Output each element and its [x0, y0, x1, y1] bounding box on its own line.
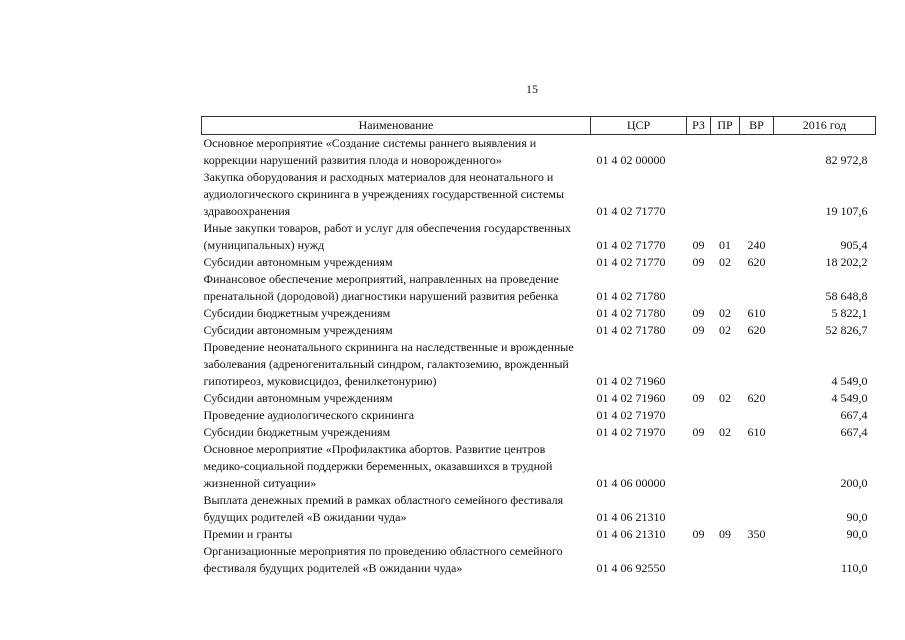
- table-row: [202, 254, 876, 271]
- table-row: [202, 492, 876, 526]
- table-row: [202, 305, 876, 322]
- row-vr: [740, 135, 774, 170]
- row-pr: 02: [719, 323, 731, 337]
- table-row: [202, 169, 876, 220]
- row-pr: [711, 543, 740, 577]
- row-vr: [740, 407, 774, 424]
- header-name: Наименование: [202, 117, 591, 135]
- row-vr: 610: [747, 306, 766, 320]
- row-vr: [740, 169, 774, 220]
- header-year: 2016 год: [774, 117, 876, 135]
- row-vr: 620: [747, 255, 766, 269]
- row-rz: 09: [692, 527, 705, 541]
- row-pr: [711, 407, 740, 424]
- budget-table: [201, 116, 876, 577]
- row-amount: 5 822,1: [831, 306, 868, 320]
- row-csr: 01 4 02 00000: [596, 153, 666, 167]
- row-name: Финансовое обеспечение мероприятий, направленных на проведение пренатальной (дородовой) диагностики нарушений развития ребенка: [203, 272, 559, 303]
- row-name: Субсидии автономным учреждениям: [203, 255, 393, 269]
- row-pr: 02: [719, 425, 731, 439]
- row-csr: 01 4 06 21310: [596, 510, 666, 524]
- row-pr: 02: [719, 306, 731, 320]
- row-rz: 09: [692, 238, 705, 252]
- row-amount: 200,0: [840, 476, 868, 490]
- row-amount: 18 202,2: [825, 255, 868, 269]
- row-amount: 19 107,6: [825, 204, 868, 218]
- row-amount: 4 549,0: [831, 391, 868, 405]
- row-csr: 01 4 02 71770: [596, 255, 666, 269]
- row-pr: [711, 135, 740, 170]
- row-amount: 90,0: [846, 527, 868, 541]
- row-pr: [711, 441, 740, 492]
- row-amount: 58 648,8: [825, 289, 868, 303]
- table-row: [202, 339, 876, 390]
- header-vr: ВР: [740, 117, 774, 135]
- row-csr: 01 4 06 21310: [596, 527, 666, 541]
- header-pr: ПР: [711, 117, 740, 135]
- header-rz: РЗ: [687, 117, 711, 135]
- row-vr: [740, 543, 774, 577]
- row-rz: 09: [692, 425, 705, 439]
- table-row: [202, 135, 876, 170]
- row-amount: 82 972,8: [825, 153, 868, 167]
- row-csr: 01 4 06 92550: [596, 561, 666, 575]
- table-row: [202, 322, 876, 339]
- row-vr: [740, 492, 774, 526]
- row-pr: 01: [719, 238, 731, 252]
- row-rz: [687, 543, 711, 577]
- table-row: [202, 424, 876, 441]
- row-pr: [711, 271, 740, 305]
- row-vr: 350: [747, 527, 766, 541]
- table-row: [202, 220, 876, 254]
- row-name: Основное мероприятие «Профилактика абортов. Развитие центров медико-социальной поддержки беременных, оказавшихся в трудной жизненной ситуации»: [203, 442, 553, 490]
- table-body: [202, 135, 876, 578]
- table-row: [202, 526, 876, 543]
- row-rz: [687, 407, 711, 424]
- row-name: Основное мероприятие «Создание системы раннего выявления и коррекции нарушений развития плода и новорожденного»: [203, 136, 537, 167]
- row-rz: [687, 492, 711, 526]
- row-rz: [687, 169, 711, 220]
- row-csr: 01 4 02 71960: [596, 391, 666, 405]
- row-name: Субсидии автономным учреждениям: [203, 391, 393, 405]
- table-row: [202, 271, 876, 305]
- row-csr: 01 4 02 71770: [596, 204, 666, 218]
- row-name: Проведение аудиологического скрининга: [203, 408, 415, 422]
- row-amount: 52 826,7: [825, 323, 868, 337]
- row-pr: [711, 339, 740, 390]
- row-pr: [711, 492, 740, 526]
- row-pr: 02: [719, 391, 731, 405]
- header-csr: ЦСР: [591, 117, 687, 135]
- table-row: [202, 407, 876, 424]
- row-pr: 09: [719, 527, 731, 541]
- row-rz: [687, 441, 711, 492]
- row-vr: 610: [747, 425, 766, 439]
- row-csr: 01 4 02 71780: [596, 306, 666, 320]
- row-csr: 01 4 02 71780: [596, 323, 666, 337]
- row-rz: 09: [692, 323, 705, 337]
- row-amount: 90,0: [846, 510, 868, 524]
- row-csr: 01 4 02 71970: [596, 408, 666, 422]
- row-amount: 110,0: [840, 561, 868, 575]
- row-csr: 01 4 02 71770: [596, 238, 666, 252]
- row-name: Иные закупки товаров, работ и услуг для обеспечения государственных (муниципальных) нужд: [203, 221, 571, 252]
- table-header-row: [202, 117, 876, 135]
- page-number: 15: [526, 82, 538, 96]
- row-rz: [687, 339, 711, 390]
- row-name: Выплата денежных премий в рамках областного семейного фестиваля будущих родителей «В ожидании чуда»: [203, 493, 564, 524]
- table-row: [202, 390, 876, 407]
- row-rz: 09: [692, 391, 705, 405]
- row-amount: 905,4: [840, 238, 868, 252]
- row-vr: [740, 271, 774, 305]
- row-vr: [740, 339, 774, 390]
- row-name: Проведение неонатального скрининга на наследственные и врожденные заболевания (адреногенитальный синдром, галактоземию, врожденный гипотиреоз, муковисцидоз, фенилкетонурию): [203, 340, 574, 388]
- table-row: [202, 543, 876, 577]
- row-name: Субсидии бюджетным учреждениям: [203, 425, 391, 439]
- row-csr: 01 4 02 71970: [596, 425, 666, 439]
- row-rz: [687, 135, 711, 170]
- row-csr: 01 4 02 71960: [596, 374, 666, 388]
- row-rz: 09: [692, 255, 705, 269]
- row-name: Субсидии автономным учреждениям: [203, 323, 393, 337]
- row-name: Премии и гранты: [203, 527, 293, 541]
- row-pr: 02: [719, 255, 731, 269]
- row-vr: 620: [747, 391, 766, 405]
- table-row: [202, 441, 876, 492]
- row-amount: 4 549,0: [831, 374, 868, 388]
- row-name: Организационные мероприятия по проведению областного семейного фестиваля будущих родителей «В ожидании чуда»: [203, 544, 563, 575]
- row-name: Субсидии бюджетным учреждениям: [203, 306, 391, 320]
- row-rz: [687, 271, 711, 305]
- row-amount: 667,4: [840, 425, 868, 439]
- row-rz: 09: [692, 306, 705, 320]
- row-vr: 620: [747, 323, 766, 337]
- row-vr: [740, 441, 774, 492]
- row-csr: 01 4 06 00000: [596, 476, 666, 490]
- row-amount: 667,4: [840, 408, 868, 422]
- row-csr: 01 4 02 71780: [596, 289, 666, 303]
- row-name: Закупка оборудования и расходных материалов для неонатального и аудиологического скрининга в учреждениях государственной системы здравоохранения: [203, 170, 565, 218]
- row-vr: 240: [747, 238, 766, 252]
- row-pr: [711, 169, 740, 220]
